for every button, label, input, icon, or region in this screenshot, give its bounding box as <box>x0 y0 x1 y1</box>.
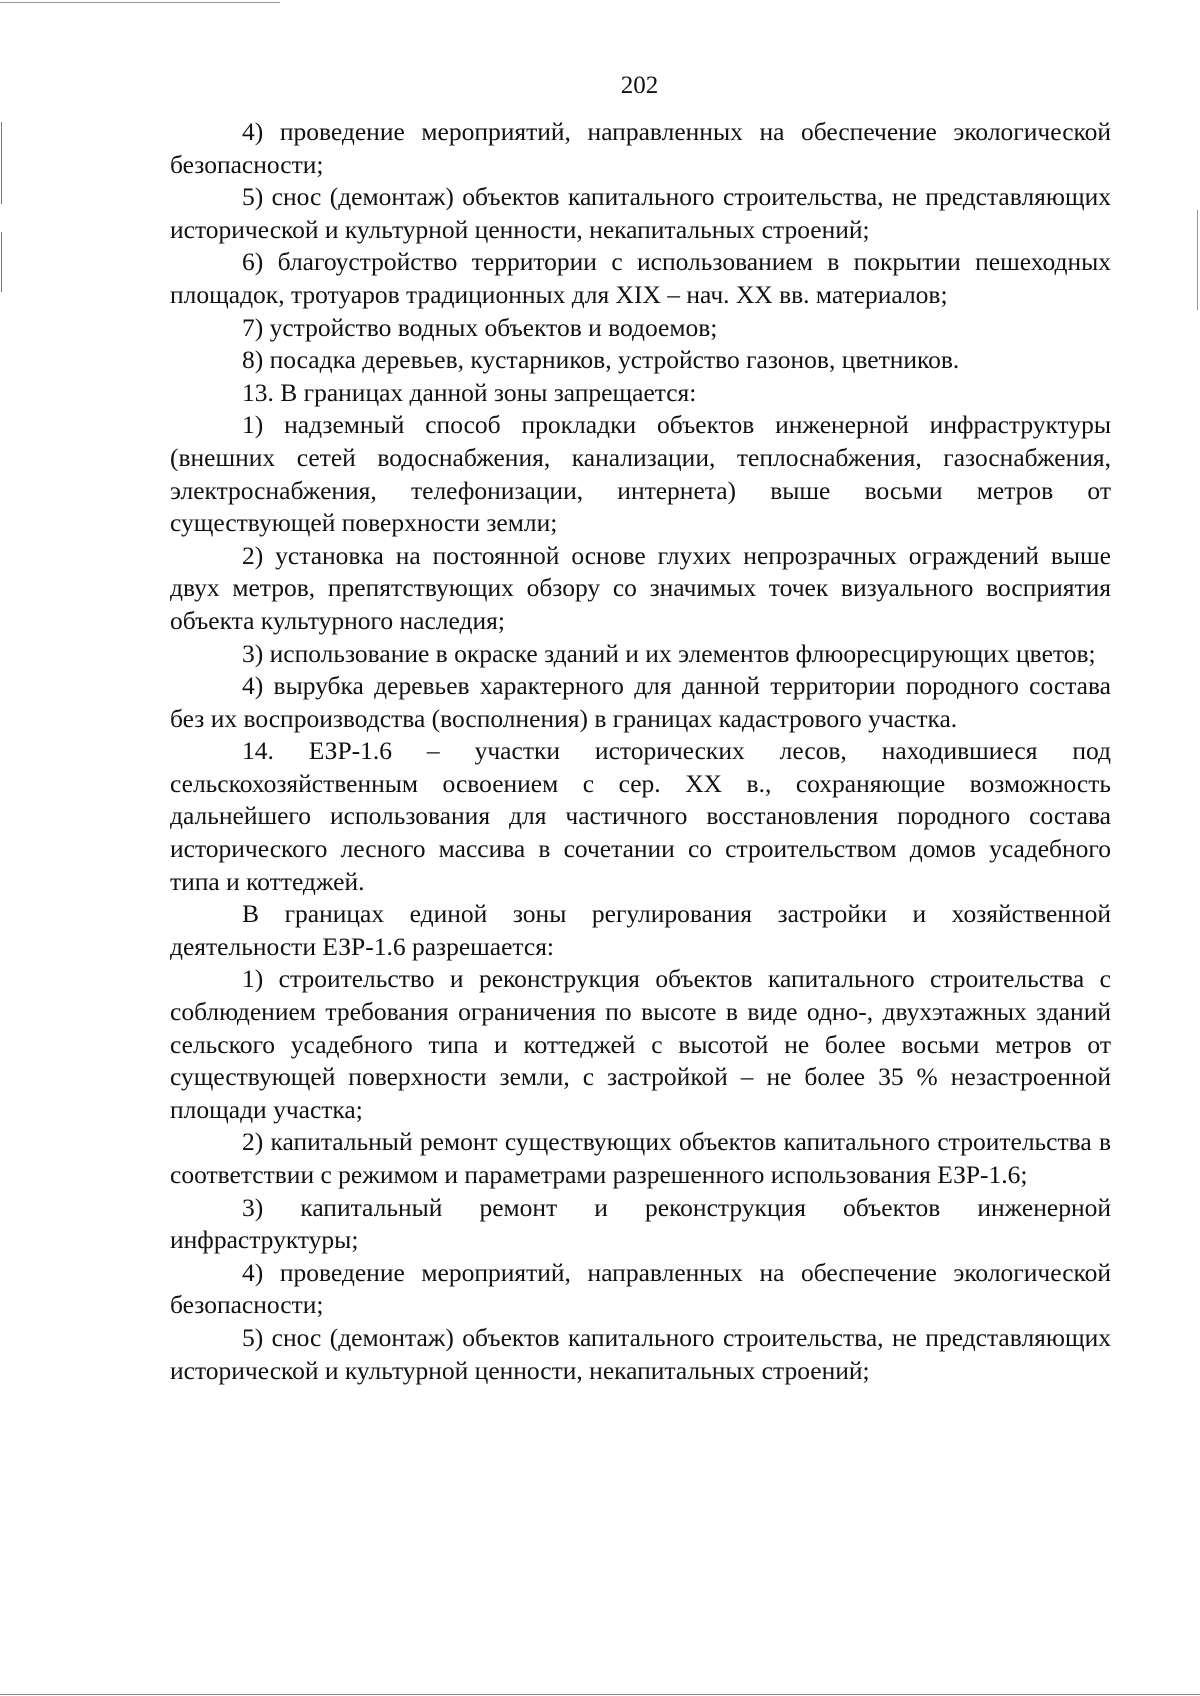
paragraph: 4) проведение мероприятий, направленных на обеспечение экологической безопасности; <box>170 1257 1111 1320</box>
section-heading: 13. В границах данной зоны запрещается: <box>242 377 697 407</box>
paragraph: 7) устройство водных объектов и водоемов; <box>242 312 718 342</box>
paragraph: 2) капитальный ремонт существующих объектов капитального строительства в соответствии с режимом и параметрами разрешенного использования ЕЗР-1.6; <box>170 1127 1111 1189</box>
document-body <box>170 116 1111 1387</box>
scan-edge-right <box>1197 210 1198 310</box>
paragraph: 8) посадка деревьев, кустарников, устройство газонов, цветников. <box>242 345 960 375</box>
scan-edge-top <box>0 2 280 3</box>
paragraph: 3) использование в окраске зданий и их элементов флюоресцирующих цветов; <box>242 638 1096 668</box>
paragraph: 6) благоустройство территории с использованием в покрытии пешеходных площадок, тротуаров традиционных для XIX – нач. XX вв. материалов; <box>170 247 1111 309</box>
paragraph: 4) проведение мероприятий, направленных на обеспечение экологической безопасности; <box>170 117 1111 179</box>
scan-edge-bottom <box>0 1694 1200 1695</box>
paragraph: 3) капитальный ремонт и реконструкция объектов инженерной инфраструктуры; <box>170 1192 1111 1255</box>
paragraph: 1) надземный способ прокладки объектов инженерной инфраструктуры (внешних сетей водоснабжения, канализации, теплоснабжения, газоснабжения, электроснабжения, телефонизации, интернета) выше восьми метров от существующей поверхности земли; <box>170 410 1111 538</box>
scan-edge-left <box>1 232 2 292</box>
paragraph: В границах единой зоны регулирования застройки и хозяйственной деятельности ЕЗР-1.6 разрешается: <box>170 899 1111 961</box>
section-heading: 14. ЕЗР-1.6 – участки исторических лесов, находившиеся под сельскохозяйственным освоением с сер. XX в., сохраняющие возможность дальнейшего использования для частичного восстановления породного состава исторического лесного массива в сочетании со строительством домов усадебного типа и коттеджей. <box>170 736 1111 896</box>
scan-edge-left <box>1 122 2 204</box>
paragraph: 5) снос (демонтаж) объектов капитального строительства, не представляющих исторической и культурной ценности, некапитальных строений; <box>170 1322 1111 1385</box>
paragraph: 5) снос (демонтаж) объектов капитального строительства, не представляющих исторической и культурной ценности, некапитальных строений; <box>170 182 1111 244</box>
paragraph: 2) установка на постоянной основе глухих непрозрачных ограждений выше двух метров, препятствующих обзору со значимых точек визуального восприятия объекта культурного наследия; <box>170 540 1111 635</box>
paragraph: 1) строительство и реконструкция объектов капитального строительства с соблюдением требования ограничения по высоте в виде одно-, двухэтажных зданий сельского усадебного типа и коттеджей с высотой не более восьми метров от существующей поверхности земли, с застройкой – не более 35 % незастроенной площади участка; <box>170 964 1111 1124</box>
page-number: 202 <box>620 72 659 99</box>
paragraph: 4) вырубка деревьев характерного для данной территории породного состава без их воспроизводства (восполнения) в границах кадастрового участка. <box>170 671 1111 733</box>
